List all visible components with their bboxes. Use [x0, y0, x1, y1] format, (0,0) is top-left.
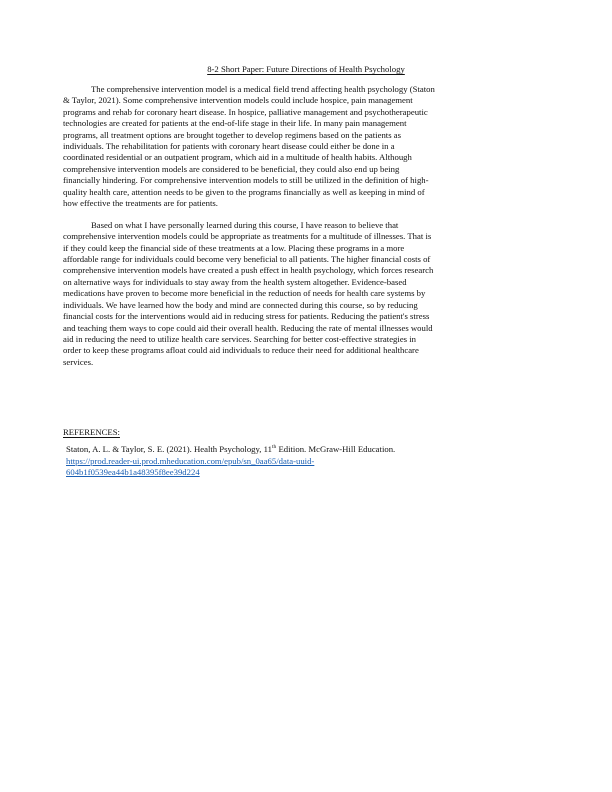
reference-citation: Staton, A. L. & Taylor, S. E. (2021). Health Psychology, 11	[66, 444, 272, 455]
reference-edition: Edition. McGraw-Hill Education.	[276, 444, 396, 455]
references-section	[63, 427, 435, 479]
references-heading: REFERENCES:	[63, 427, 120, 437]
reference-link[interactable]: https://prod.reader-ui.prod.mheducation.com/epub/sn_0aa65/data-uuid-604b1f0539ea44b1a48395f8ee39d224	[66, 455, 315, 478]
paper-title: 8-2 Short Paper: Future Directions of Health Psychology	[207, 64, 405, 74]
paragraph-1: The comprehensive intervention model is a medical field trend affecting health psychology (Staton & Taylor, 2021). Some comprehensive intervention models could include hospice, pain management programs and rehab for coronary heart disease. In hospice, palliative management and psychotherapeutic technologies are created for patients at the end-of-life stage in their life. In many pain management programs, all treatment options are brought together to develop regimens based on the patients as individuals. The rehabilitation for patients with coronary heart disease could either be done in a coordinated residential or an outpatient program, which aid in a multitude of health habits. Although comprehensive intervention models are considered to be beneficial, they could also end up being financially hindering. For comprehensive intervention models to still be utilized in the definition of high-quality health care, attention needs to be given to the programs financially as well as keeping in mind of how effective the treatments are for patients.	[63, 84, 435, 209]
edition-superscript: th	[272, 444, 277, 451]
reference-entry	[63, 444, 435, 478]
paragraph-2: Based on what I have personally learned during this course, I have reason to believe that comprehensive intervention models could be appropriate as treatments for a multitude of illnesses. That is if they could keep the financial side of these treatments at a low. Placing these programs in a more affordable range for individuals could become very beneficial to all patients. The higher financial costs of comprehensive intervention models have created a push effect in health psychology, which forces research on alternative ways for individuals to stay away from the health system altogether. Evidence-based medications have proven to become more beneficial in the reduction of needs for health care systems by individuals. We have learned how the body and mind are connected during this course, so by reducing financial costs for the interventions would aid in reducing stress for patients. Reducing the patient's stress and teaching them ways to cope could aid their overall health. Reducing the rate of mental illnesses would aid in reducing the need to utilize health care services. Searching for better cost-effective strategies in order to keep these programs afloat could aid individuals to reduce their need for additional healthcare services.	[63, 219, 434, 367]
paper-body	[63, 84, 435, 379]
